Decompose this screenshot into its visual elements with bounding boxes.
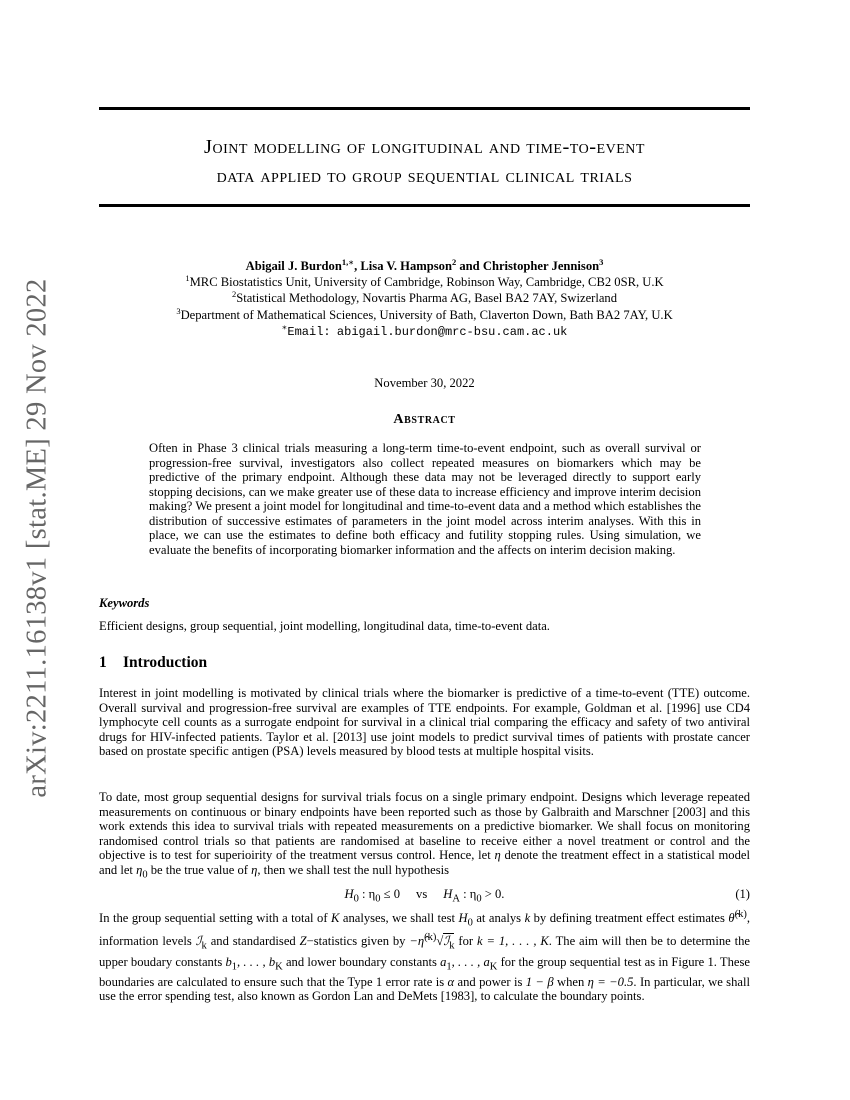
- intro-paragraph-3: In the group sequential setting with a total of K analyses, we shall test $H_0$ at analys k by defining treatment effect estimates θ̂$^{(k)}$, information levels ℐ$_k$ and standardised Z−statistics given by −η̂$^{(k)}$√ℐ$_k$ for k = 1, . . . , K. The aim will then be to determine the upper boudary constants $b_1$, . . . , $b_K$ and lower boundary constants $a_1$, . . . , $a_K$ for the group sequential test as in Figure 1. These boundaries are calculated to ensure such that the Type 1 error rate is α and power is 1 − β when η = −0.5. In particular, we shall use the error spending test, also known as Gordon Lan and DeMets [1983], to calculate the boundary points.: [99, 909, 751, 1004]
- paper-title: [99, 133, 750, 191]
- abstract-body: Often in Phase 3 clinical trials measuring a long-term time-to-event endpoint, such as overall survival or progression-free survival, investigators also collect repeated measures on biomarkers which may be predictive of the primary endpoint. Although these data may not be leveraged directly to support early stopping decisions, can we make greater use of these data to increase efficiency and improve interim decision making? We present a joint model for longitudinal and time-to-event data and a method which establishes the distribution of successive estimates of parameters in the joint model across interim analyses. With this in place, we can use the estimates to define both efficacy and futility stopping rules. Using simulation, we evaluate the benefits of incorporating biomarker information and the affects on interim decision making.: [149, 441, 701, 557]
- author-1: Abigail J. Burdon: [245, 259, 342, 273]
- corresponding-email: ∗Email: abigail.burdon@mrc-bsu.cam.ac.uk: [281, 321, 568, 339]
- title-line-1: Joint modelling of longitudinal and time-to-event: [204, 136, 645, 158]
- arxiv-identifier-stamp: [14, 278, 62, 798]
- arxiv-identifier-text: arXiv:2211.16138v1 [stat.ME] 29 Nov 2022: [22, 278, 53, 798]
- section-heading-introduction: [99, 654, 207, 672]
- affiliation-3: $^3$Department of Mathematical Sciences, University of Bath, Claverton Down, Bath BA2 7AY, U.K: [176, 305, 673, 322]
- affiliation-2: $^2$Statistical Methodology, Novartis Pharma AG, Basel BA2 7AY, Swizerland: [231, 289, 618, 306]
- title-line-2: data applied to group sequential clinical trials: [216, 165, 633, 187]
- keywords-list: Efficient designs, group sequential, joint modelling, longitudinal data, time-to-event data.: [99, 619, 550, 633]
- author-2: Lisa V. Hampson: [360, 259, 452, 273]
- title-bottom-rule: [99, 204, 750, 207]
- author-block: [99, 258, 750, 340]
- author-2-sup: 2: [451, 257, 457, 267]
- author-3-sup: 3: [599, 257, 604, 267]
- equation-body: $H_0$ : $\eta_0 \le 0$ vs $H_A$ : $\eta_0 > 0$.: [344, 887, 505, 905]
- author-3: Christopher Jennison: [482, 259, 600, 273]
- intro-paragraph-1: Interest in joint modelling is motivated by clinical trials where the biomarker is predictive of a time-to-event (TTE) outcome. Overall survival and progression-free survival are examples of TTE endpoints. For example, Goldman et al. [1996] use CD4 lymphocyte cell counts as a surrogate endpoint for survival in a clinical trial comparing the efficacy and safety of two antiviral drugs for HIV-infected patients. Taylor et al. [2013] use joint models to predict survival times of patients with prostate cancer based on prostate specific antigen (PSA) levels measured by blood tests at multiple hospital visits.: [99, 686, 750, 759]
- keywords-heading: Keywords: [99, 596, 150, 610]
- section-number: 1: [99, 654, 107, 671]
- author-names: Abigail J. Burdon$^{1,∗}$, Lisa V. Hampson$^2$ and Christopher Jennison$^3$: [245, 257, 604, 273]
- publication-date: November 30, 2022: [374, 376, 475, 390]
- section-title: Introduction: [123, 654, 208, 671]
- email-address[interactable]: abigail.burdon@mrc-bsu.cam.ac.uk: [336, 324, 568, 339]
- intro-paragraph-2: To date, most group sequential designs for survival trials focus on a single primary endpoint. Designs which leverage repeated measurements on continuous or binary endpoints have been reported such as those by Galbraith and Marschner [2003] and this work extends this idea to survival trials with repeated measurements on a predictive biomarker. We shall focus on monitoring randomised control trials so that patients are randomised at baseline to receive either a novel treatment or control and the objective is to test for superioirity of the treatment versus control. Hence, let η denote the treatment effect in a statistical model and let $\eta_0$ be the true value of η, then we shall test the null hypothesis: [99, 790, 750, 881]
- affiliation-1: $^1$MRC Biostatistics Unit, University of Cambridge, Robinson Way, Cambridge, CB2 0SR, U.K: [185, 273, 664, 290]
- author-conjunction: and: [459, 259, 480, 273]
- title-top-rule: [99, 107, 750, 110]
- abstract-heading: Abstract: [393, 412, 456, 427]
- author-1-sup: 1,∗: [341, 257, 355, 267]
- equation-number: (1): [735, 887, 750, 901]
- email-label: Email:: [287, 324, 331, 339]
